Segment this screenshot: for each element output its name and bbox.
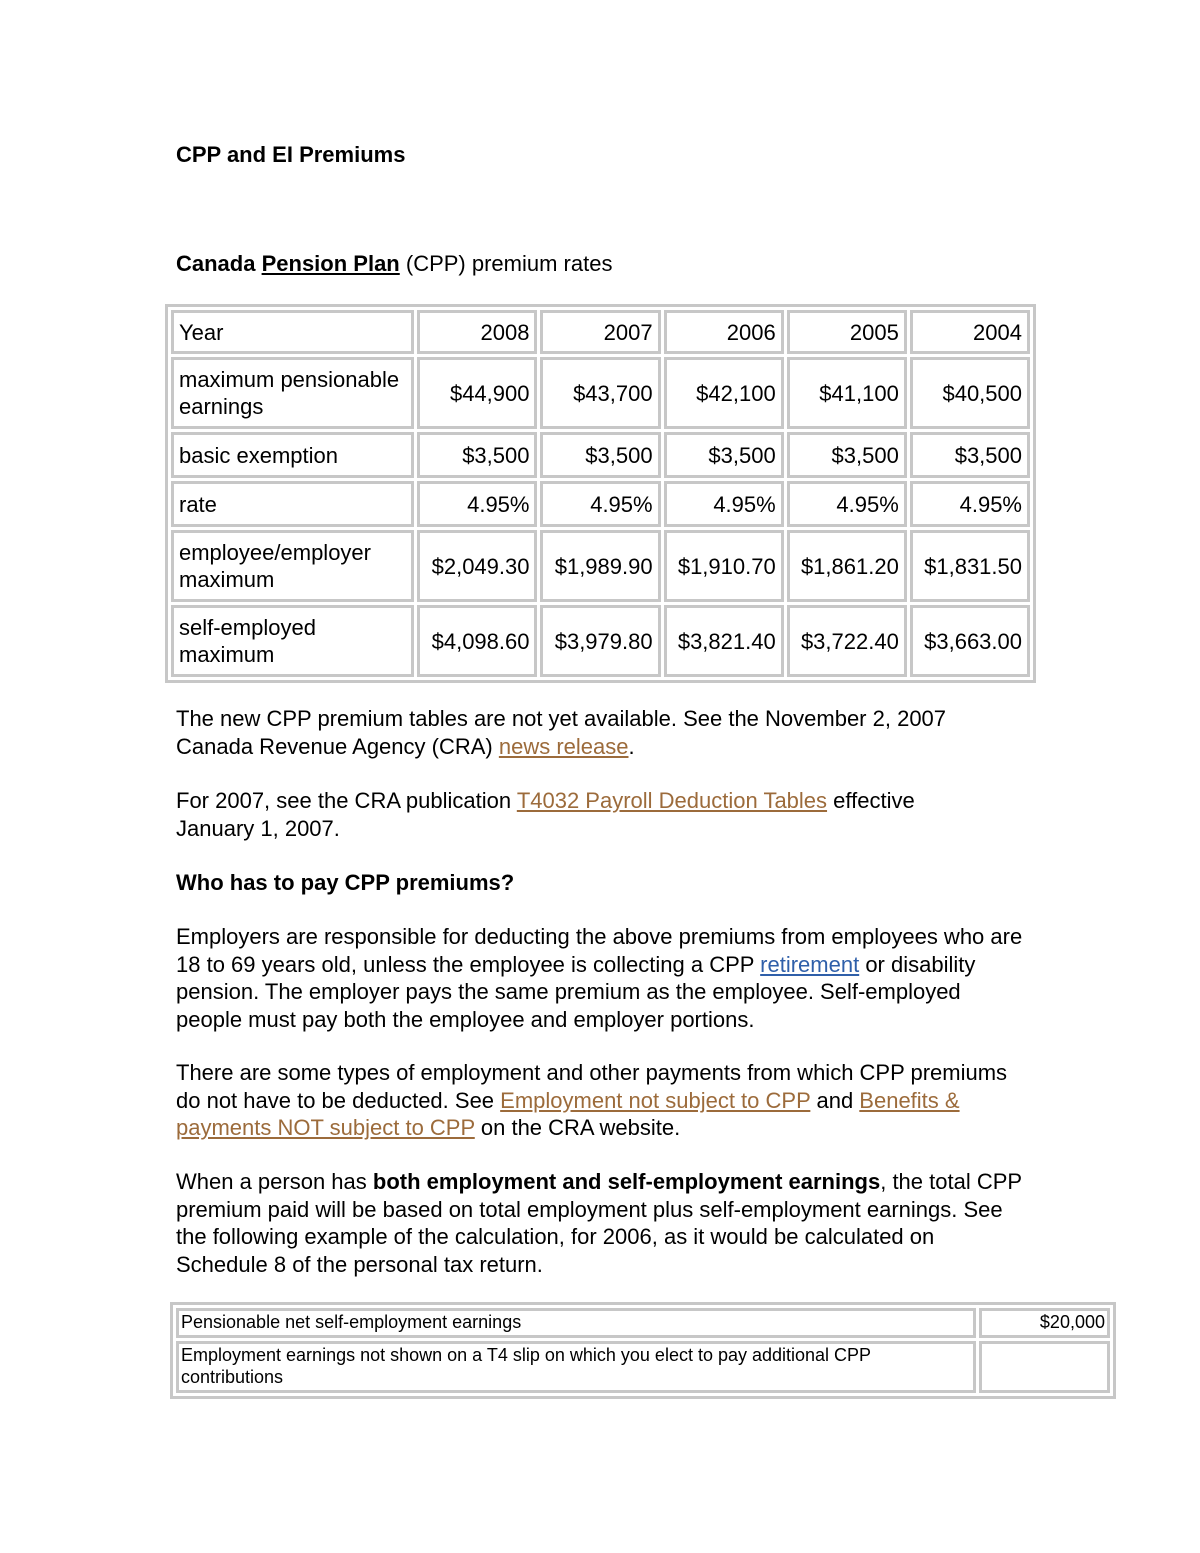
value-cell: $3,500 xyxy=(540,432,660,478)
table-row xyxy=(171,432,1030,478)
cpp-heading-prefix: Canada Pension Plan xyxy=(176,251,400,276)
value-cell: $1,861.20 xyxy=(787,530,907,602)
table-row xyxy=(171,481,1030,527)
value-cell: $1,989.90 xyxy=(540,530,660,602)
year-cell: 2006 xyxy=(664,310,784,354)
row-label-cell: employee/employer maximum xyxy=(171,530,414,602)
exemptions-paragraph: There are some types of employment and other payments from which CPP premiums do not have to be deducted. See Employment not subject to CPP and Benefits & payments NOT subject to CPP on the CRA website. xyxy=(176,1060,1008,1140)
example-label-cell: Employment earnings not shown on a T4 slip on which you elect to pay additional CPP contributions xyxy=(176,1341,976,1393)
value-cell: $43,700 xyxy=(540,357,660,429)
value-cell: 4.95% xyxy=(910,481,1030,527)
t4032-tables-link[interactable]: T4032 Payroll Deduction Tables xyxy=(516,788,828,813)
value-cell: $42,100 xyxy=(664,357,784,429)
value-cell: $1,831.50 xyxy=(910,530,1030,602)
news-release-link[interactable]: news release xyxy=(498,733,629,759)
employment-not-subject-link[interactable]: Employment not subject to CPP xyxy=(500,1087,811,1113)
value-cell: $2,049.30 xyxy=(417,530,537,602)
cpp-heading-suffix: (CPP) premium rates xyxy=(399,251,613,276)
table-row xyxy=(171,530,1030,602)
who-pays-heading: Who has to pay CPP premiums? xyxy=(176,870,515,895)
value-cell: $40,500 xyxy=(910,357,1030,429)
value-cell: 4.95% xyxy=(540,481,660,527)
row-label-cell: self-employed maximum xyxy=(171,605,414,677)
value-cell: $3,979.80 xyxy=(540,605,660,677)
schedule8-example-table xyxy=(170,1302,1116,1399)
value-cell: $4,098.60 xyxy=(417,605,537,677)
value-cell: $41,100 xyxy=(787,357,907,429)
value-cell: 4.95% xyxy=(664,481,784,527)
example-amount-cell: $20,000 xyxy=(979,1308,1110,1338)
table-header-row xyxy=(171,310,1030,354)
value-cell: 4.95% xyxy=(417,481,537,527)
value-cell: $3,821.40 xyxy=(664,605,784,677)
value-cell: $3,500 xyxy=(417,432,537,478)
year-cell: 2008 xyxy=(417,310,537,354)
table-row xyxy=(171,605,1030,677)
year-header-cell: Year xyxy=(171,310,414,354)
cpp-tables-note: The new CPP premium tables are not yet available. See the November 2, 2007 Canada Revenue Agency (CRA) news release. xyxy=(176,706,947,759)
value-cell: $1,910.70 xyxy=(664,530,784,602)
value-cell: $3,500 xyxy=(664,432,784,478)
cpp-rates-table xyxy=(165,304,1036,683)
year-cell: 2004 xyxy=(910,310,1030,354)
value-cell: $3,663.00 xyxy=(910,605,1030,677)
pension-plan-term: Pension Plan xyxy=(261,251,400,276)
table-row xyxy=(171,357,1030,429)
employers-responsibility-paragraph: Employers are responsible for deducting the above premiums from employees who are 18 to 69 years old, unless the employee is collecting a CPP retirement or disability pension. The employer pays the same premium as the employee. Self-employed people must pay both the employee and employer portions. xyxy=(176,924,1023,1032)
example-label-cell: Pensionable net self-employment earnings xyxy=(176,1308,976,1338)
page-title: CPP and EI Premiums xyxy=(176,142,406,167)
self-employment-paragraph: When a person has both employment and self-employment earnings, the total CPP premium paid will be based on total employment plus self-employment earnings. See the following example of the calculation, for 2006, as it would be calculated on Schedule 8 of the personal tax return. xyxy=(176,1169,1022,1277)
value-cell: $3,500 xyxy=(787,432,907,478)
cpp-section-heading xyxy=(176,251,612,277)
value-cell: 4.95% xyxy=(787,481,907,527)
value-cell: $3,500 xyxy=(910,432,1030,478)
example-amount-cell xyxy=(979,1341,1110,1393)
t4032-note: For 2007, see the CRA publication T4032 Payroll Deduction Tables effective January 1, 2007. xyxy=(176,788,915,841)
value-cell: $3,722.40 xyxy=(787,605,907,677)
year-cell: 2005 xyxy=(787,310,907,354)
value-cell: $44,900 xyxy=(417,357,537,429)
year-cell: 2007 xyxy=(540,310,660,354)
row-label-cell: basic exemption xyxy=(171,432,414,478)
row-label-cell: maximum pensionable earnings xyxy=(171,357,414,429)
benefits-not-subject-link[interactable]: Benefits & payments NOT subject to CPP xyxy=(176,1087,960,1140)
table-row xyxy=(176,1341,1110,1393)
table-row xyxy=(176,1308,1110,1338)
row-label-cell: rate xyxy=(171,481,414,527)
both-earnings-emphasis: both employment and self-employment earnings xyxy=(372,1169,881,1194)
retirement-link[interactable]: retirement xyxy=(760,951,860,977)
